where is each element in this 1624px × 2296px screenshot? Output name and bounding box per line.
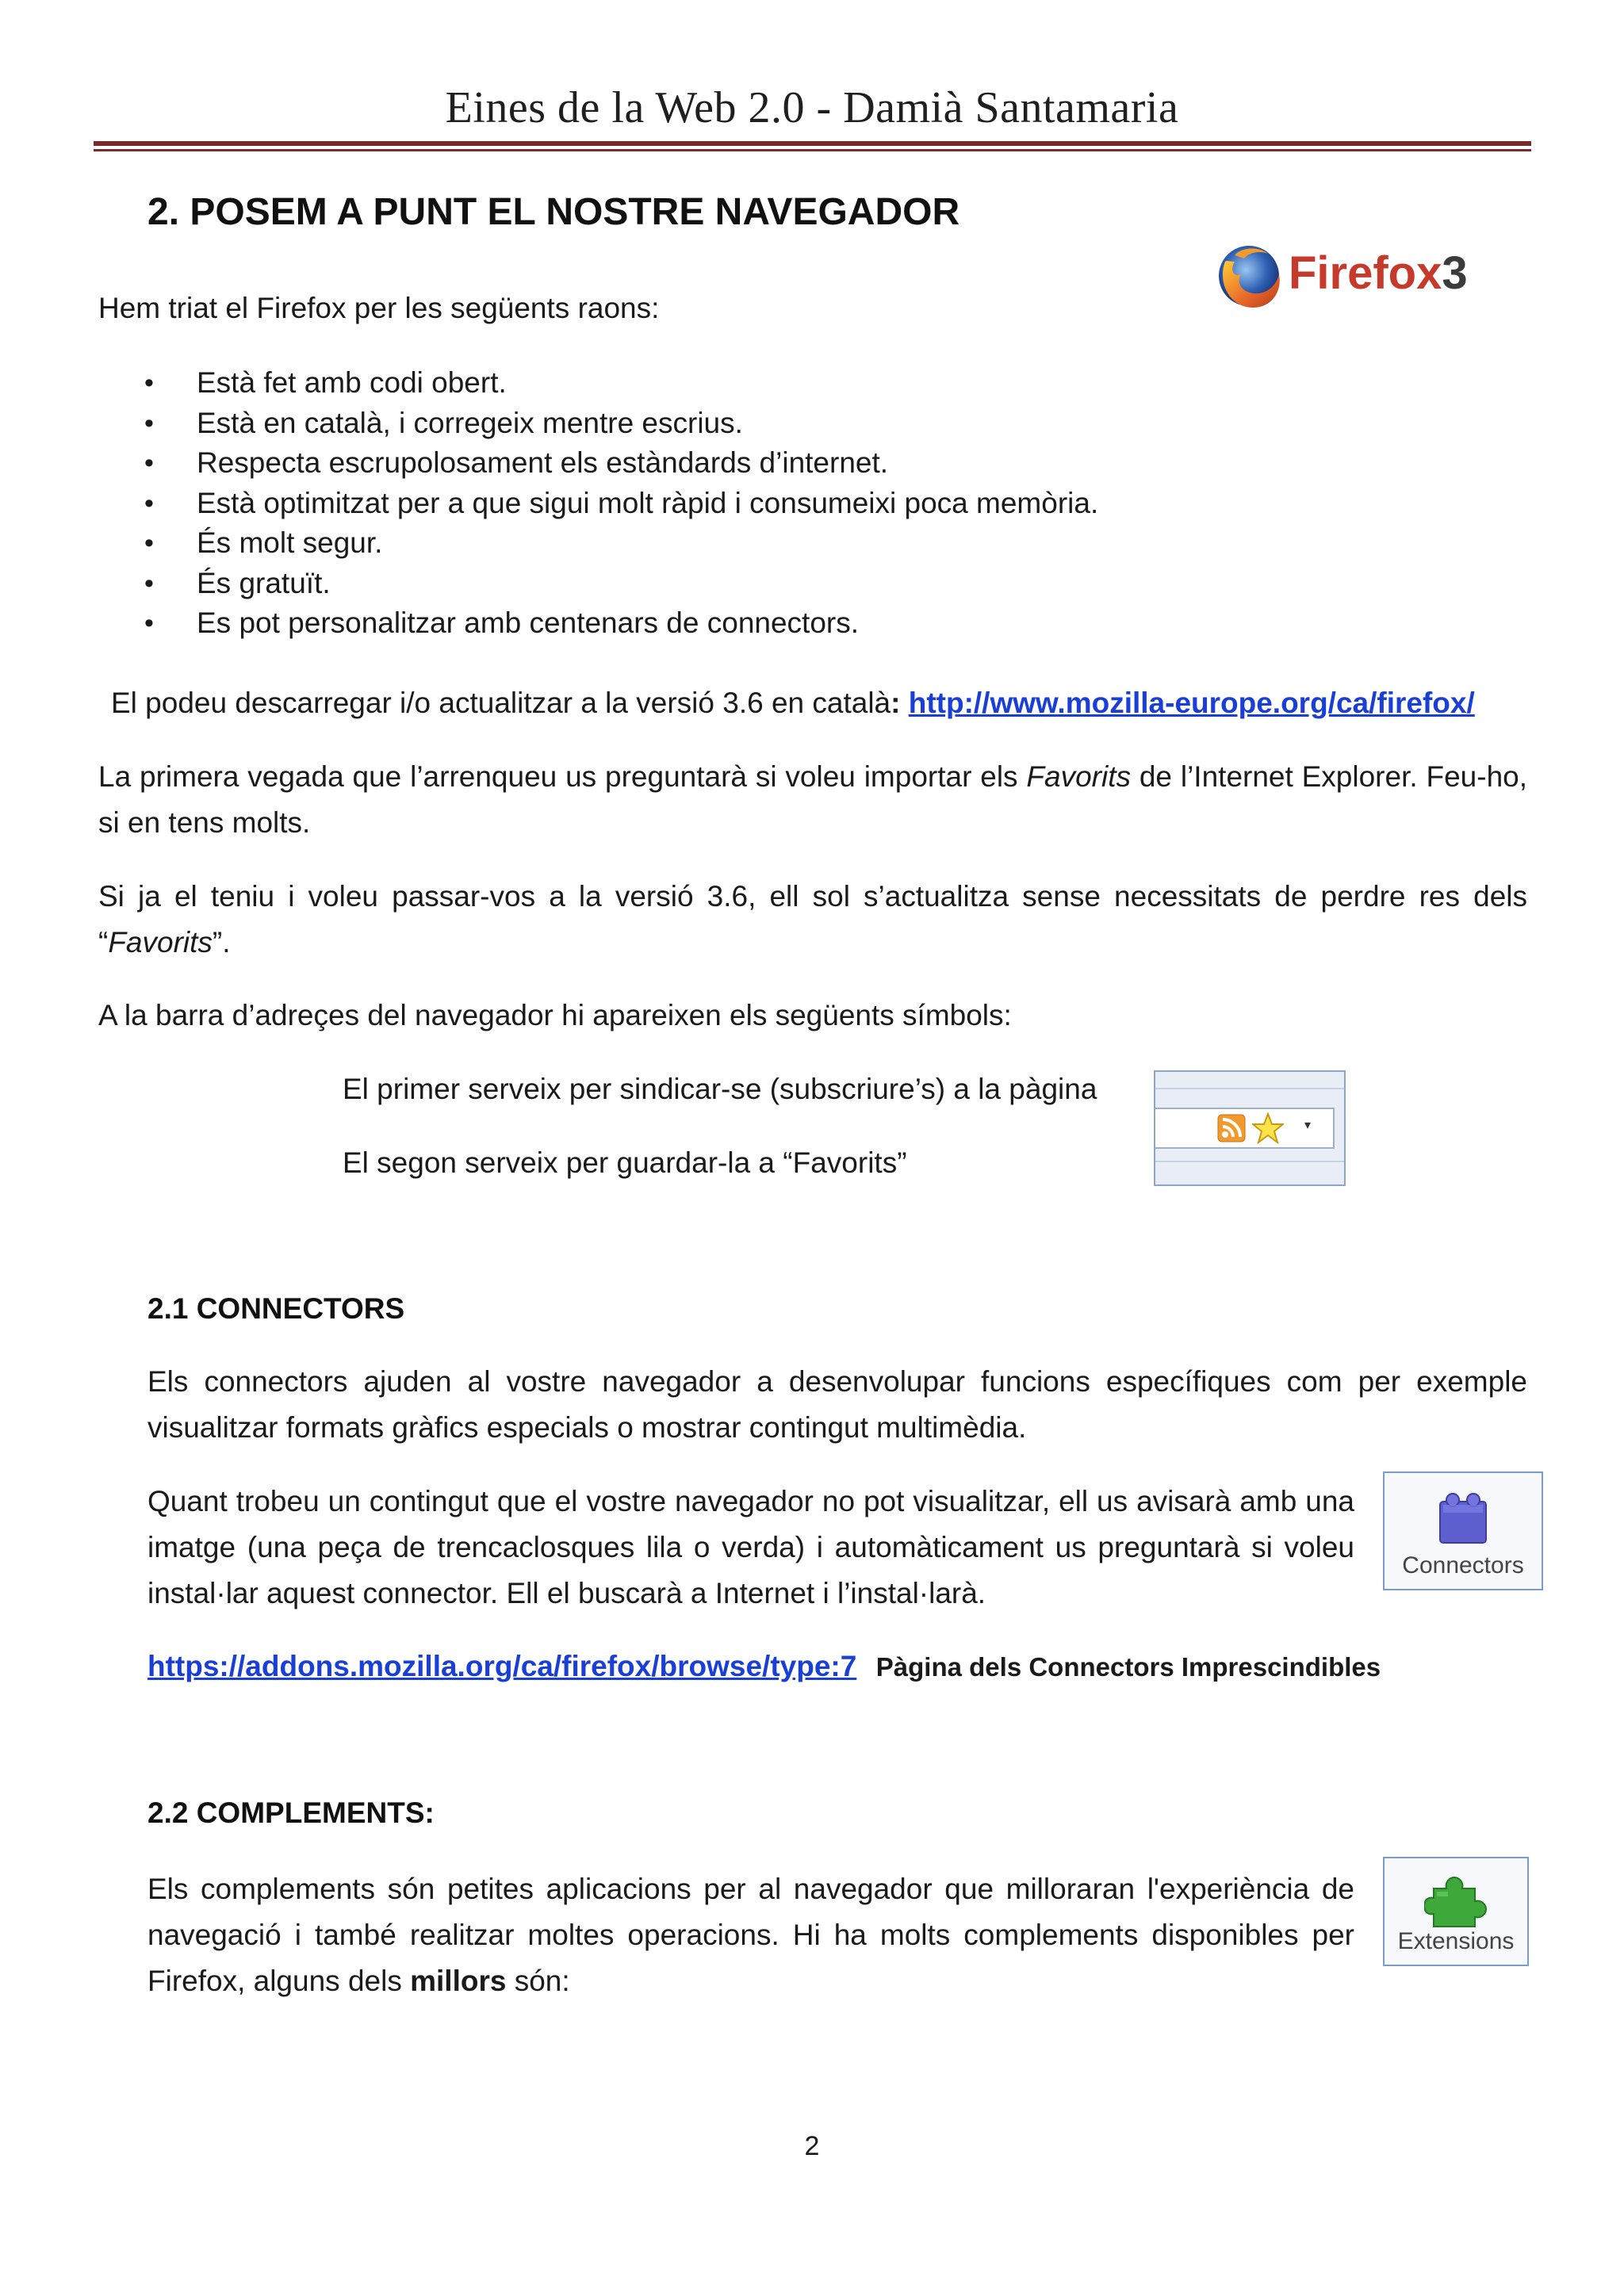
complements-paragraph — [147, 1866, 1354, 2004]
complements-text-after: són: — [506, 1965, 570, 1997]
list-item: • Està optimitzat per a que sigui molt ràpid i consumeixi poca memòria. — [144, 484, 1098, 524]
import-text-italic: Favorits — [1026, 760, 1131, 793]
connectors-link[interactable]: https://addons.mozilla.org/ca/firefox/browse/type:7 — [147, 1650, 857, 1682]
extensions-puzzle-icon — [1424, 1865, 1488, 1928]
connectors-button[interactable] — [1383, 1471, 1543, 1590]
list-item: • Està en català, i corregeix mentre escrius. — [144, 404, 1098, 444]
complements-text-before: Els complements són petites aplicacions per al navegador que milloraran l'experiència de navegació i també realitzar moltes operacions. Hi ha molts complements disponibles per Firefox, alguns dels — [147, 1873, 1354, 1997]
connectors-button-label: Connectors — [1402, 1552, 1524, 1578]
reasons-list — [144, 363, 1098, 644]
rss-feed-icon[interactable] — [1217, 1114, 1246, 1142]
complements-text-bold: millors — [410, 1965, 507, 1997]
firefox-logo — [1209, 238, 1471, 314]
header-rule — [94, 141, 1531, 146]
connectors-paragraph-1: Els connectors ajuden al vostre navegador a desenvolupar funcions específiques com per exemple visualitzar formats gràfics especials o mostrar contingut multimèdia. — [147, 1365, 1527, 1444]
connectors-link-line — [147, 1647, 1381, 1693]
update-text-after: ”. — [212, 926, 231, 959]
firefox-download-link[interactable]: http://www.mozilla-europe.org/ca/firefox/ — [908, 687, 1475, 719]
bookmark-star-icon[interactable] — [1252, 1112, 1284, 1144]
address-bar-line — [1155, 1088, 1344, 1089]
list-item: • Es pot personalitzar amb centenars de connectors. — [144, 603, 1098, 644]
download-text: El podeu descarregar i/o actualitzar a la versió 3.6 en català — [111, 687, 891, 719]
import-text-after: de l’Internet Explorer. Feu-ho, si en tens molts. — [98, 760, 1528, 839]
dropdown-arrow-icon[interactable]: ▾ — [1304, 1119, 1312, 1132]
extensions-button-label: Extensions — [1397, 1928, 1515, 1954]
address-bar-snippet — [1154, 1070, 1346, 1186]
header-rule-thin — [94, 149, 1531, 151]
page-number: 2 — [804, 2131, 820, 2161]
header-title: Eines de la Web 2.0 - Damià Santamaria — [445, 83, 1179, 132]
section-heading: 2. POSEM A PUNT EL NOSTRE NAVEGADOR — [147, 191, 960, 233]
symbol-star-description: El segon serveix per guardar-la a “Favorits” — [343, 1146, 907, 1179]
connectors-paragraph-2: Quant trobeu un contingut que el vostre navegador no pot visualitzar, ell us avisarà amb una imatge (una peça de trencaclosques lila o verda) i automàticament us preguntarà si voleu instal·lar aquest connector. Ell el buscarà a Internet i l’instal·larà. — [147, 1485, 1354, 1609]
firefox-version: 3 — [1442, 247, 1468, 299]
list-item: • És gratuït. — [144, 564, 1098, 604]
address-bar-intro: A la barra d’adreçes del navegador hi apareixen els següents símbols: — [98, 999, 1012, 1031]
download-line — [111, 680, 1475, 726]
address-bar-line — [1155, 1161, 1344, 1162]
firefox-wordmark — [1289, 246, 1468, 301]
intro-text: Hem triat el Firefox per les següents raons: — [98, 292, 660, 324]
download-colon: : — [891, 687, 901, 719]
import-paragraph — [98, 754, 1527, 846]
connectors-link-note: Pàgina dels Connectors Imprescindibles — [875, 1652, 1381, 1682]
update-text-italic: Favorits — [108, 926, 213, 959]
update-text-before: Si ja el teniu i voleu passar-vos a la versió 3.6, ell sol s’actualitza sense necessitats de perdre res dels “ — [98, 880, 1527, 959]
connectors-heading: 2.1 CONNECTORS — [147, 1292, 405, 1325]
list-item: • Respecta escrupolosament els estàndards d’internet. — [144, 443, 1098, 484]
list-item: • Està fet amb codi obert. — [144, 363, 1098, 404]
puzzle-piece-icon — [1437, 1490, 1489, 1546]
import-text-before: La primera vegada que l’arrenqueu us preguntarà si voleu importar els — [98, 760, 1027, 793]
extensions-button[interactable] — [1383, 1857, 1529, 1966]
firefox-globe-icon — [1209, 238, 1285, 314]
update-paragraph — [98, 874, 1527, 966]
symbol-rss-description: El primer serveix per sindicar-se (subscriure’s) a la pàgina — [343, 1073, 1097, 1105]
list-item: • És molt segur. — [144, 523, 1098, 564]
address-bar-field — [1155, 1108, 1335, 1149]
firefox-wordmark-text: Firefox — [1289, 247, 1442, 299]
complements-heading: 2.2 COMPLEMENTS: — [147, 1797, 435, 1829]
